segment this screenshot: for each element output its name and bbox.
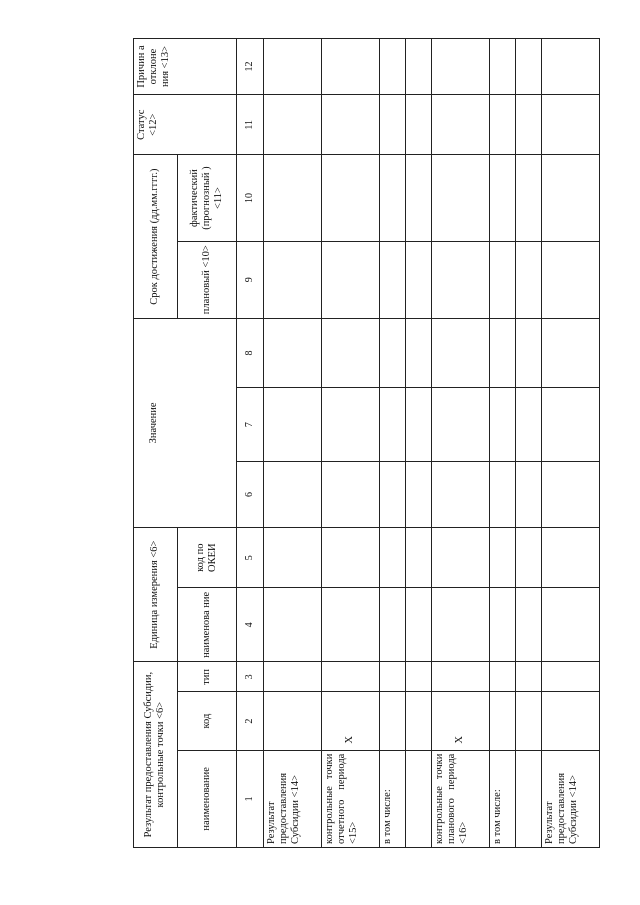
empty-cell bbox=[515, 588, 541, 662]
empty-cell bbox=[379, 588, 405, 662]
row-name-cell: в том числе: bbox=[379, 750, 405, 847]
empty-cell bbox=[515, 39, 541, 95]
empty-cell bbox=[431, 388, 489, 462]
header-name: наименование bbox=[177, 750, 236, 847]
empty-cell bbox=[405, 241, 431, 318]
results-table bbox=[133, 38, 600, 848]
table-row bbox=[321, 39, 379, 848]
empty-cell bbox=[263, 462, 321, 528]
empty-cell bbox=[405, 155, 431, 241]
rotated-table-page bbox=[133, 38, 600, 848]
table-row bbox=[431, 39, 489, 848]
column-number: 6 bbox=[236, 462, 263, 528]
empty-cell bbox=[321, 155, 379, 241]
empty-cell bbox=[379, 318, 405, 387]
table-row bbox=[515, 39, 541, 848]
column-number: 4 bbox=[236, 588, 263, 662]
empty-cell bbox=[379, 155, 405, 241]
row-code-cell: X bbox=[321, 692, 379, 750]
empty-cell bbox=[263, 662, 321, 692]
column-number: 2 bbox=[236, 692, 263, 750]
empty-cell bbox=[431, 588, 489, 662]
empty-cell bbox=[405, 95, 431, 155]
empty-cell bbox=[379, 95, 405, 155]
column-number: 10 bbox=[236, 155, 263, 241]
empty-cell bbox=[321, 462, 379, 528]
row-code-cell: X bbox=[431, 692, 489, 750]
empty-cell bbox=[431, 462, 489, 528]
row-name-cell bbox=[405, 750, 431, 847]
empty-cell bbox=[489, 241, 515, 318]
empty-cell bbox=[542, 318, 600, 387]
empty-cell bbox=[321, 241, 379, 318]
header-result-group: Результат предоставления Субсидии, контрольные точки <6> bbox=[134, 662, 178, 848]
empty-cell bbox=[405, 318, 431, 387]
empty-cell bbox=[263, 388, 321, 462]
row-name-cell: контрольные точки отчетного периода <15> bbox=[321, 750, 379, 847]
empty-cell bbox=[431, 662, 489, 692]
table-row bbox=[379, 39, 405, 848]
row-code-cell bbox=[489, 692, 515, 750]
empty-cell bbox=[489, 588, 515, 662]
empty-cell bbox=[379, 528, 405, 588]
header-deadline-group: Срок достижения (дд.мм.гггг.) bbox=[134, 155, 178, 318]
empty-cell bbox=[515, 318, 541, 387]
header-value-group: Значение bbox=[134, 318, 237, 527]
empty-cell bbox=[489, 528, 515, 588]
empty-cell bbox=[431, 241, 489, 318]
empty-cell bbox=[379, 662, 405, 692]
empty-cell bbox=[321, 388, 379, 462]
empty-cell bbox=[542, 388, 600, 462]
empty-cell bbox=[542, 39, 600, 95]
empty-cell bbox=[515, 155, 541, 241]
row-code-cell bbox=[405, 692, 431, 750]
empty-cell bbox=[263, 155, 321, 241]
table-row bbox=[405, 39, 431, 848]
header-deadline-actual: фактический (прогнозный ) <11> bbox=[177, 155, 236, 241]
empty-cell bbox=[515, 528, 541, 588]
empty-cell bbox=[321, 662, 379, 692]
row-name-cell: контрольные точки планового периода <16> bbox=[431, 750, 489, 847]
empty-cell bbox=[405, 388, 431, 462]
row-name-cell bbox=[515, 750, 541, 847]
column-number: 7 bbox=[236, 388, 263, 462]
empty-cell bbox=[489, 662, 515, 692]
empty-cell bbox=[542, 241, 600, 318]
column-number: 11 bbox=[236, 95, 263, 155]
empty-cell bbox=[405, 39, 431, 95]
empty-cell bbox=[489, 462, 515, 528]
row-code-cell bbox=[542, 692, 600, 750]
empty-cell bbox=[542, 528, 600, 588]
header-code: код bbox=[177, 692, 236, 750]
row-name-cell: Результат предоставления Субсидии <14> bbox=[263, 750, 321, 847]
empty-cell bbox=[379, 39, 405, 95]
column-number: 1 bbox=[236, 750, 263, 847]
empty-cell bbox=[321, 318, 379, 387]
empty-cell bbox=[263, 95, 321, 155]
row-code-cell bbox=[515, 692, 541, 750]
empty-cell bbox=[405, 588, 431, 662]
column-number: 9 bbox=[236, 241, 263, 318]
empty-cell bbox=[263, 39, 321, 95]
empty-cell bbox=[321, 588, 379, 662]
empty-cell bbox=[405, 462, 431, 528]
table-row bbox=[542, 39, 600, 848]
column-number: 8 bbox=[236, 318, 263, 387]
empty-cell bbox=[321, 528, 379, 588]
empty-cell bbox=[431, 155, 489, 241]
empty-cell bbox=[489, 388, 515, 462]
empty-cell bbox=[542, 95, 600, 155]
empty-cell bbox=[431, 39, 489, 95]
empty-cell bbox=[263, 318, 321, 387]
empty-cell bbox=[321, 39, 379, 95]
empty-cell bbox=[263, 528, 321, 588]
row-name-cell: в том числе: bbox=[489, 750, 515, 847]
row-name-cell: Результат предоставления Субсидии <14> bbox=[542, 750, 600, 847]
empty-cell bbox=[263, 588, 321, 662]
empty-cell bbox=[515, 462, 541, 528]
header-status: Статус <12> bbox=[134, 95, 237, 155]
empty-cell bbox=[542, 588, 600, 662]
empty-cell bbox=[542, 662, 600, 692]
empty-cell bbox=[431, 318, 489, 387]
empty-cell bbox=[542, 155, 600, 241]
table-row bbox=[263, 39, 321, 848]
header-unit-name: наименова ние bbox=[177, 588, 236, 662]
header-type: тип bbox=[177, 662, 236, 692]
empty-cell bbox=[489, 95, 515, 155]
empty-cell bbox=[263, 241, 321, 318]
row-code-cell bbox=[379, 692, 405, 750]
empty-cell bbox=[379, 462, 405, 528]
empty-cell bbox=[379, 388, 405, 462]
header-deadline-planned: плановый <10> bbox=[177, 241, 236, 318]
empty-cell bbox=[515, 95, 541, 155]
table-row bbox=[489, 39, 515, 848]
empty-cell bbox=[489, 318, 515, 387]
column-number: 3 bbox=[236, 662, 263, 692]
column-number: 5 bbox=[236, 528, 263, 588]
empty-cell bbox=[405, 528, 431, 588]
column-numbers-row bbox=[236, 39, 263, 848]
empty-cell bbox=[489, 155, 515, 241]
row-code-cell bbox=[263, 692, 321, 750]
empty-cell bbox=[515, 662, 541, 692]
header-unit-group: Единица измерения <6> bbox=[134, 528, 178, 662]
empty-cell bbox=[379, 241, 405, 318]
empty-cell bbox=[515, 241, 541, 318]
empty-cell bbox=[515, 388, 541, 462]
column-number: 12 bbox=[236, 39, 263, 95]
empty-cell bbox=[405, 662, 431, 692]
empty-cell bbox=[489, 39, 515, 95]
header-reason: Причин а отклоне ния <13> bbox=[134, 39, 237, 95]
empty-cell bbox=[431, 95, 489, 155]
header-unit-okei: код по ОКЕИ bbox=[177, 528, 236, 588]
empty-cell bbox=[431, 528, 489, 588]
empty-cell bbox=[321, 95, 379, 155]
empty-cell bbox=[542, 462, 600, 528]
